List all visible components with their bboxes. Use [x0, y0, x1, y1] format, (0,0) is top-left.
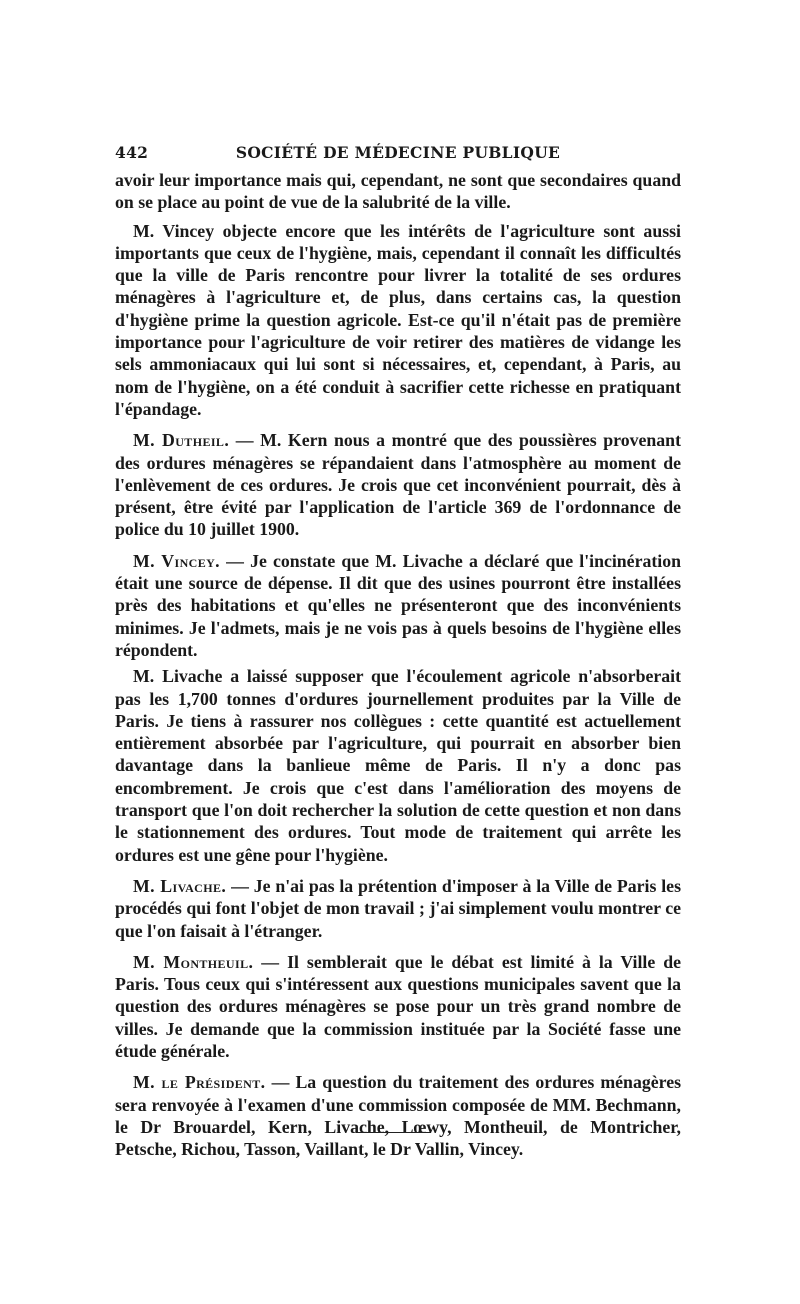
section-end-rule	[358, 1132, 430, 1133]
paragraph-text: M. Vincey objecte encore que les intérêts de l'agriculture sont aussi importants que ceux de l'hygiène, mais, cependant il connaît les difficultés que la ville de Paris rencontre pour livrer la totalité de ses ordures ménagères à l'agriculture et, de plus, dans certains cas, la question d'hygiène prime la question agricole. Est-ce qu'il n'était pas de première importance pour l'agriculture de voir retirer des matières de vidange les sels ammoniacaux qui lui sont si nécessaires, et, cependant, à Paris, au nom de l'hygiène, on a été conduit à sacrifier cette richesse en pratiquant l'épandage.	[115, 220, 681, 419]
book-page	[115, 143, 681, 1160]
paragraph	[115, 1071, 681, 1160]
speaker-name: M. Montheuil.	[133, 951, 254, 972]
speaker-name: M. Vincey.	[133, 550, 221, 571]
paragraph-text: — Il semblerait que le débat est limité à la Ville de Paris. Tous ceux qui s'intéressent aux questions municipales savent que la question des ordures ménagères se pose pour un très grand nombre de villes. Je demande que la commission instituée par la Société fasse une étude générale.	[115, 951, 681, 1061]
page-body	[115, 169, 681, 1160]
paragraph	[115, 875, 681, 942]
paragraph	[115, 550, 681, 661]
paragraph-text: — Je constate que M. Livache a déclaré que l'incinération était une source de dépense. Il dit que des usines pourront être installées près des habitations et qu'elles ne présenteront que des inconvénients minimes. Je l'admets, mais je ne vois pas à quels besoins de l'hygiène elles répondent.	[115, 550, 682, 660]
running-title: SOCIÉTÉ DE MÉDECINE PUBLIQUE	[235, 143, 561, 162]
paragraph	[115, 951, 681, 1062]
paragraph-text: — M. Kern nous a montré que des poussières provenant des ordures ménagères se répandaient dans l'atmosphère au moment de l'enlèvement de ces ordures. Je crois que cet inconvénient pourrait, dès à présent, être évité par l'application de l'article 369 de l'ordonnance de police du 10 juillet 1900.	[115, 430, 681, 540]
page-number: 442	[115, 143, 149, 162]
speaker-name: M. Dutheil.	[133, 430, 230, 451]
page-header	[115, 143, 681, 169]
speaker-name: M. le Président.	[133, 1072, 266, 1093]
paragraph-text: — Je n'ai pas la prétention d'imposer à la Ville de Paris les procédés qui font l'objet de mon travail ; j'ai simplement voulu montrer ce que l'on faisait à l'étranger.	[115, 875, 681, 941]
speaker-name: M. Livache.	[133, 875, 227, 896]
paragraph-text: — La question du traitement des ordures ménagères sera renvoyée à l'examen d'une commission composée de MM. Bechmann, le Dr Brouardel, Kern, Livache, Lœwy, Montheuil, de Montricher, Petsche, Richou, Tasson, Vaillant, le Dr Vallin, Vincey.	[115, 1072, 682, 1160]
paragraph-text: M. Livache a laissé supposer que l'écoulement agricole n'absorberait pas les 1,700 tonnes d'ordures journellement produites par la Ville de Paris. Je tiens à rassurer nos collègues : cette quantité est actuellement entièrement absorbée par l'agriculture, qui pourrait en absorber bien davantage dans la banlieue même de Paris. Il n'y a donc pas encombrement. Je crois que c'est dans l'amélioration des moyens de transport que l'on doit rechercher la solution de cette question et non dans le stationnement des ordures. Tout mode de traitement qui arrête les ordures est une gêne pour l'hygiène.	[115, 666, 681, 865]
paragraph	[115, 169, 681, 214]
paragraph	[115, 429, 681, 540]
paragraph-text: avoir leur importance mais qui, cependant, ne sont que secondaires quand on se place au point de vue de la salubrité de la ville.	[115, 170, 681, 213]
paragraph	[115, 665, 681, 866]
paragraph	[115, 220, 681, 421]
